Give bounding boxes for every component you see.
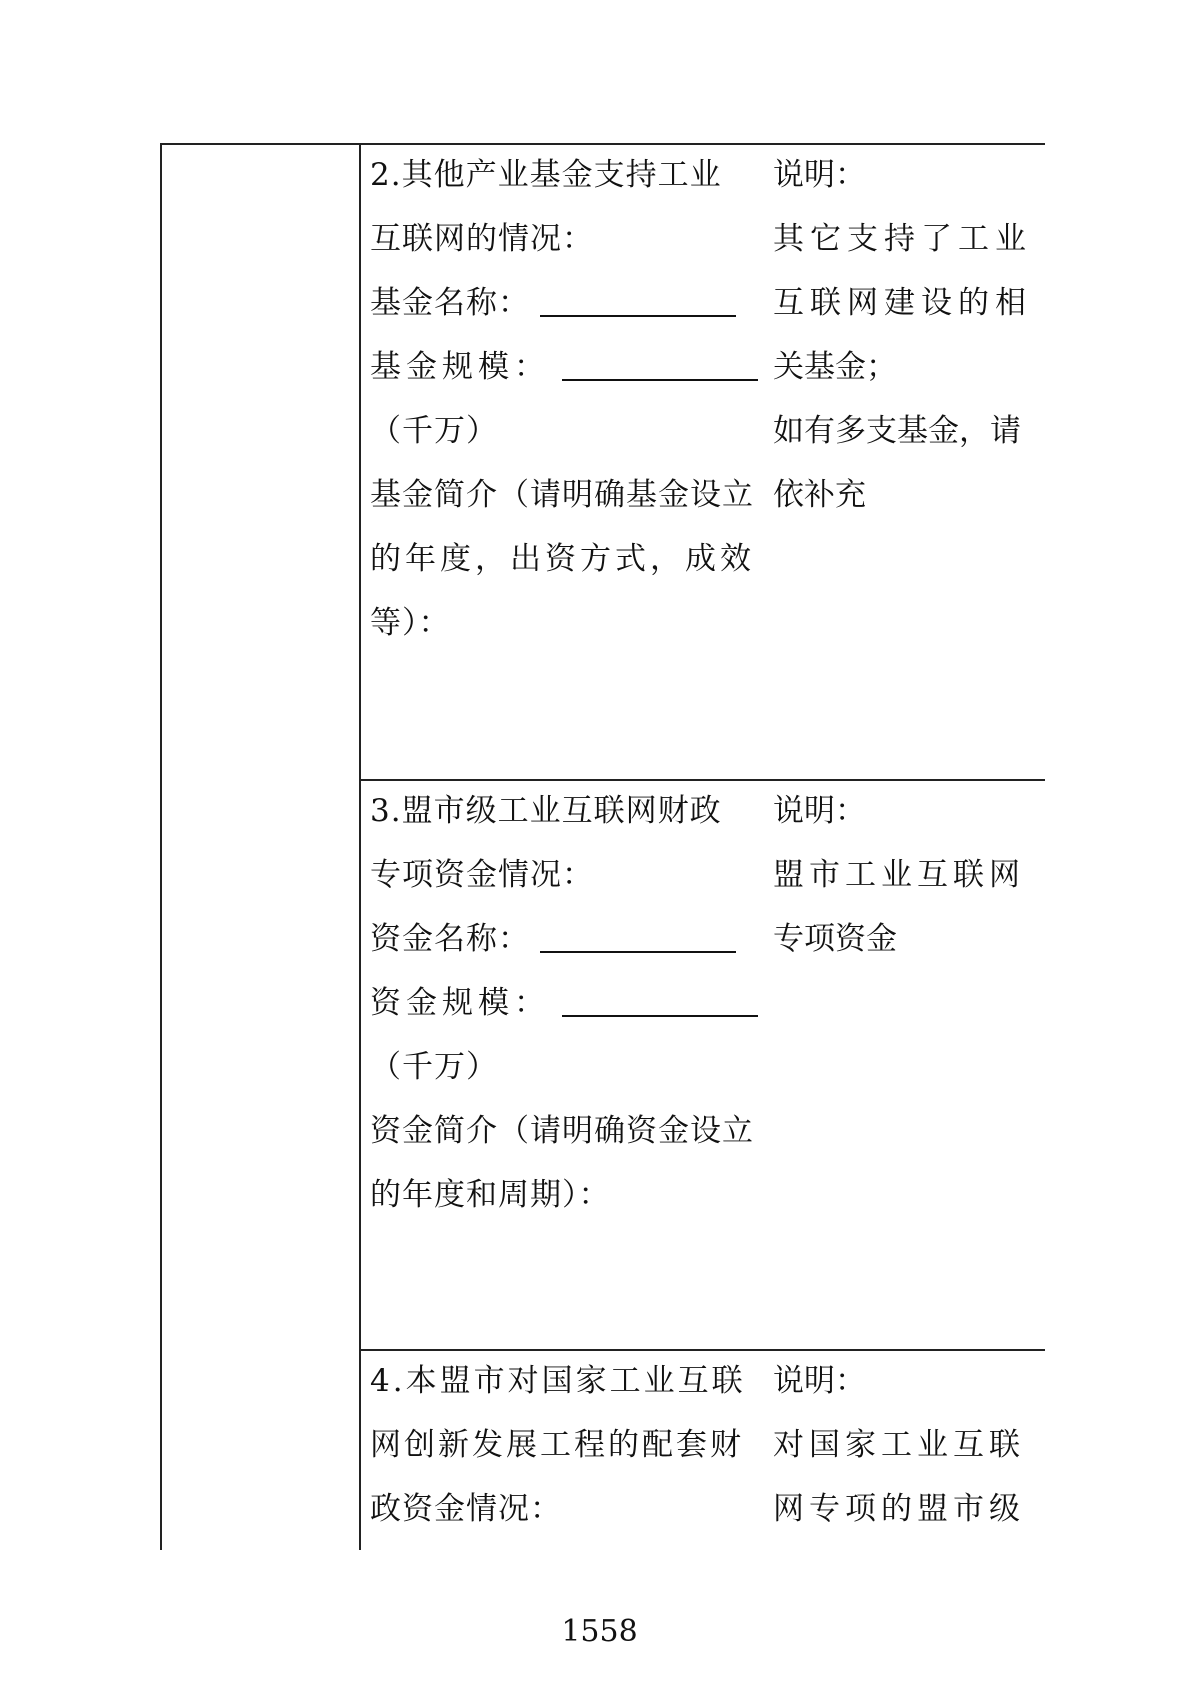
fund-unit: （千万） xyxy=(370,413,498,449)
section-3-title: 3.盟市级工业互联网财政 xyxy=(370,793,722,829)
section-2-title: 2.其他产业基金支持工业 xyxy=(370,157,722,193)
row-divider-1 xyxy=(359,779,1045,781)
fund-name-row xyxy=(370,283,736,323)
fund-scale-row xyxy=(370,347,758,387)
section-2-note-line: 如有多支基金，请 xyxy=(773,413,1021,449)
section-4-note-line: 对国家工业互联 xyxy=(773,1427,1025,1463)
section-2-note-line: 关基金； xyxy=(773,349,897,385)
capital-name-label: 资金名称： xyxy=(370,921,530,957)
section-2-note-line: 其它支持了工业 xyxy=(773,221,1032,257)
section-2-note-title: 说明： xyxy=(773,157,866,193)
section-3-note-line: 专项资金 xyxy=(773,921,897,957)
table-top-border xyxy=(160,143,1045,145)
section-4-title-cont: 网创新发展工程的配套财 xyxy=(370,1427,744,1463)
capital-intro-label-cont: 的年度和周期）： xyxy=(370,1177,611,1213)
page-number: 1558 xyxy=(561,1614,638,1649)
capital-scale-label: 资金规模： xyxy=(370,985,550,1021)
fund-intro-label-end: 等）： xyxy=(370,605,451,641)
fund-intro-label-cont: 的年度，出资方式，成效 xyxy=(370,541,755,577)
section-2-note-line: 依补充 xyxy=(773,477,866,513)
section-4-title: 4.本盟市对国家工业互联 xyxy=(370,1363,746,1399)
capital-scale-row xyxy=(370,983,758,1023)
section-2-note-line: 互联网建设的相 xyxy=(773,285,1032,321)
section-4-note-line: 网专项的盟市级 xyxy=(773,1491,1025,1527)
fund-intro-label: 基金简介（请明确基金设立 xyxy=(370,477,754,513)
row-divider-2 xyxy=(359,1349,1045,1351)
fund-name-blank[interactable] xyxy=(540,315,736,317)
section-2-title-cont: 互联网的情况： xyxy=(370,221,594,257)
column-divider xyxy=(359,143,361,1550)
fund-scale-blank[interactable] xyxy=(562,379,758,381)
table-left-border xyxy=(160,143,162,1550)
section-3-title-cont: 专项资金情况： xyxy=(370,857,594,893)
section-4-title-end: 政资金情况： xyxy=(370,1491,562,1527)
capital-unit: （千万） xyxy=(370,1049,498,1085)
capital-scale-blank[interactable] xyxy=(562,1015,758,1017)
section-3-note-line: 盟市工业互联网 xyxy=(773,857,1025,893)
fund-name-label: 基金名称： xyxy=(370,285,530,321)
fund-name-row xyxy=(370,919,736,959)
section-3-note-title: 说明： xyxy=(773,793,866,829)
fund-scale-label: 基金规模： xyxy=(370,349,550,385)
capital-intro-label: 资金简介（请明确资金设立 xyxy=(370,1113,754,1149)
section-4-note-title: 说明： xyxy=(773,1363,866,1399)
capital-name-blank[interactable] xyxy=(540,951,736,953)
